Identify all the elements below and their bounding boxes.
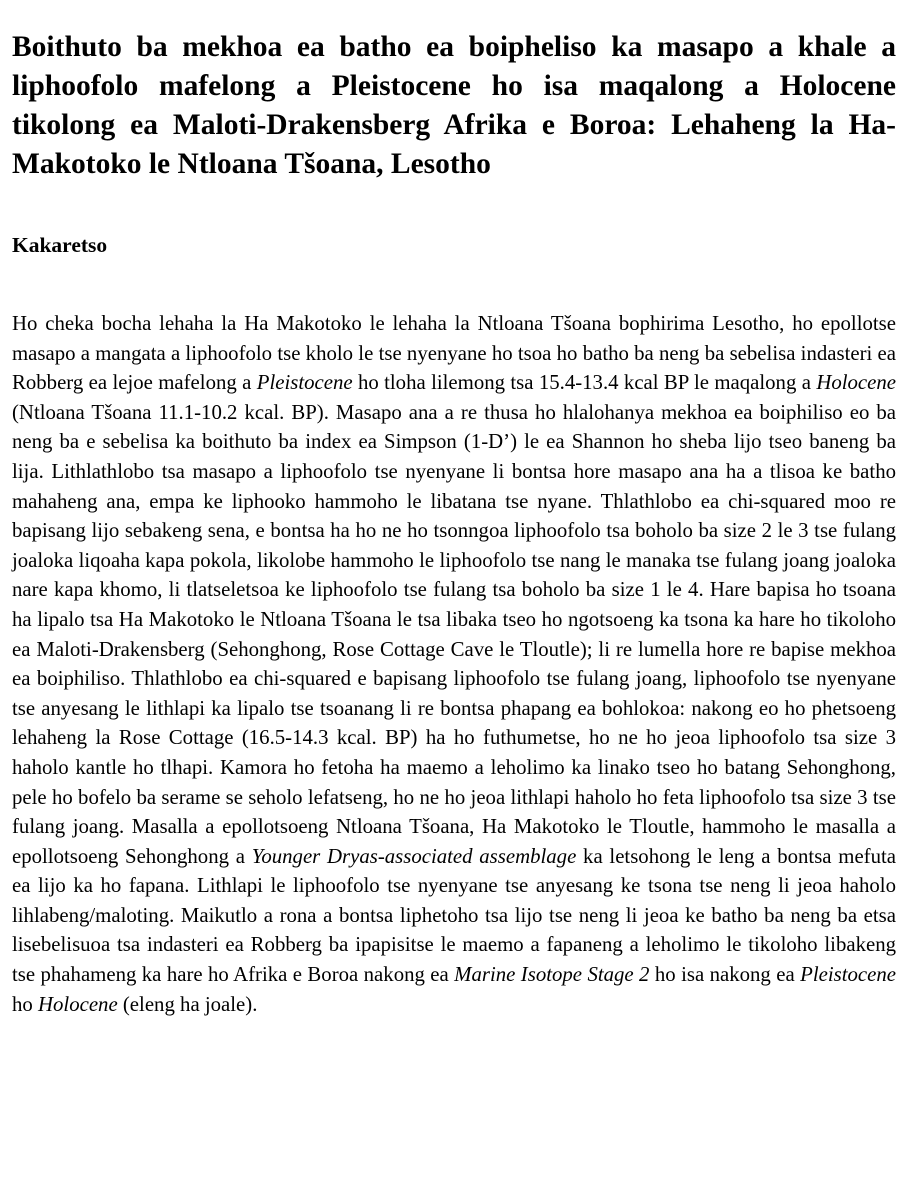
abstract-text: Ho cheka bocha lehaha la Ha Makotoko le lehaha la Ntloana Tšoana bophirima Lesotho, ho epollotse masapo a mangata a liphoofolo tse kholo le tse nyenyane ho tsoa ho batho ba neng ba sebelisa indasteri ea Robberg ea lejoe mafelong a bbox=[12, 312, 896, 395]
abstract-italic-term: Holocene bbox=[38, 992, 118, 1016]
abstract-text: (Ntloana Tšoana 11.1-10.2 kcal. BP). Masapo ana a re thusa ho hlalohanya mekhoa ea boiphiliso eo ba neng ba e sebelisa ka boithuto ba index ea Simpson (1-D’) le ea Shannon ho sheba lijo tseo baneng ba lija. Lithlathlobo tsa masapo a liphoofolo tse nyenyane li bontsa hore masapo ana ha a tlisoa ke batho mahaheng ana, empa ke liphooko hammoho le libatana tse nyane. Thlathlobo ea chi-squared moo re bapisang lijo sebakeng sena, e bontsa ha ho ne ho tsonngoa liphoofolo tsa boholo ba size 2 le 3 tse fulang joaloka liqoaha kapa pokola, likolobe hammoho le liphoofolo tse nang le manaka tse fulang joang joaloka nare kapa khomo, li tlatseletsoa ke liphoofolo tse fulang tsa boholo ba size 1 le 4. Hare bapisa ho tsoana ha lipalo tsa Ha Makotoko le Ntloana Tšoana le tsa libaka tseo ho ngotsoeng ka tsona ka hare ho tikoloho ea Maloti-Drakensberg (Sehonghong, Rose Cottage Cave le Tloutle); li re lumella hore re bapise mekhoa ea boiphiliso. Thlathlobo ea chi-squared e bapisang liphoofolo tse fulang joang, liphoofolo tse nyenyane tse anyesang le lithlapi ka lipalo tse tsoanang li re bontsa phapang ea bohlokoa: nakong eo ho phetsoeng lehaheng la Rose Cottage (16.5-14.3 kcal. BP) ha ho futhumetse, ho ne ho jeoa liphoofolo tsa size 3 haholo kantle ho tlhapi. Kamora ho fetoha ha maemo a leholimo ka linako tseo ho batang Sehonghong, pele ho bofelo ba serame se seholo lefatseng, ho ne ho jeoa lithlapi haholo ho feta liphoofolo tsa size 3 tse fulang joang. Masalla a epollotsoeng Ntloana Tšoana, Ha Makotoko le Tloutle, hammoho le masalla a epollotsoeng Sehonghong a bbox=[12, 400, 896, 868]
abstract-italic-term: Younger Dryas-associated assemblage bbox=[251, 844, 577, 868]
abstract-text: ho tloha lilemong tsa 15.4-13.4 kcal BP le maqalong a bbox=[352, 371, 817, 395]
abstract-heading: Kakaretso bbox=[12, 233, 108, 257]
abstract-italic-term: Pleistocene bbox=[800, 963, 896, 987]
abstract-text: ka letsohong le leng a bontsa mefuta ea lijo ka ho fapana. Lithlapi le liphoofolo tse nyenyane tse anyesang ke tsona tse neng li jeoa haholo lihlabeng/maloting. Maikutlo a rona a bontsa liphetoho tsa lijo tse neng li jeoa ke batho ba neng ba etsa lisebelisuoa tsa indasteri ea Robberg ba ipapisitse le maemo a fapaneng a leholimo le tikoloho libakeng tse phahameng ka hare ho Afrika e Boroa nakong ea bbox=[12, 844, 897, 987]
abstract-body bbox=[12, 309, 896, 1019]
abstract-italic-term: Holocene bbox=[816, 371, 896, 395]
abstract-text: ho isa nakong ea bbox=[649, 963, 801, 987]
abstract-italic-term: Pleistocene bbox=[256, 371, 353, 395]
paper-title: Boithuto ba mekhoa ea batho ea boipheliso ka masapo a khale a liphoofolo mafelong a Pleistocene ho isa maqalong a Holocene tikolong ea Maloti-Drakensberg Afrika e Boroa: Lehaheng la Ha-Makotoko le Ntloana Tšoana, Lesotho bbox=[12, 31, 896, 180]
abstract-text: ho bbox=[12, 992, 38, 1016]
abstract-italic-term: Marine Isotope Stage 2 bbox=[454, 963, 650, 987]
document-page bbox=[12, 28, 897, 1016]
abstract-text: (eleng ha joale). bbox=[117, 992, 258, 1016]
